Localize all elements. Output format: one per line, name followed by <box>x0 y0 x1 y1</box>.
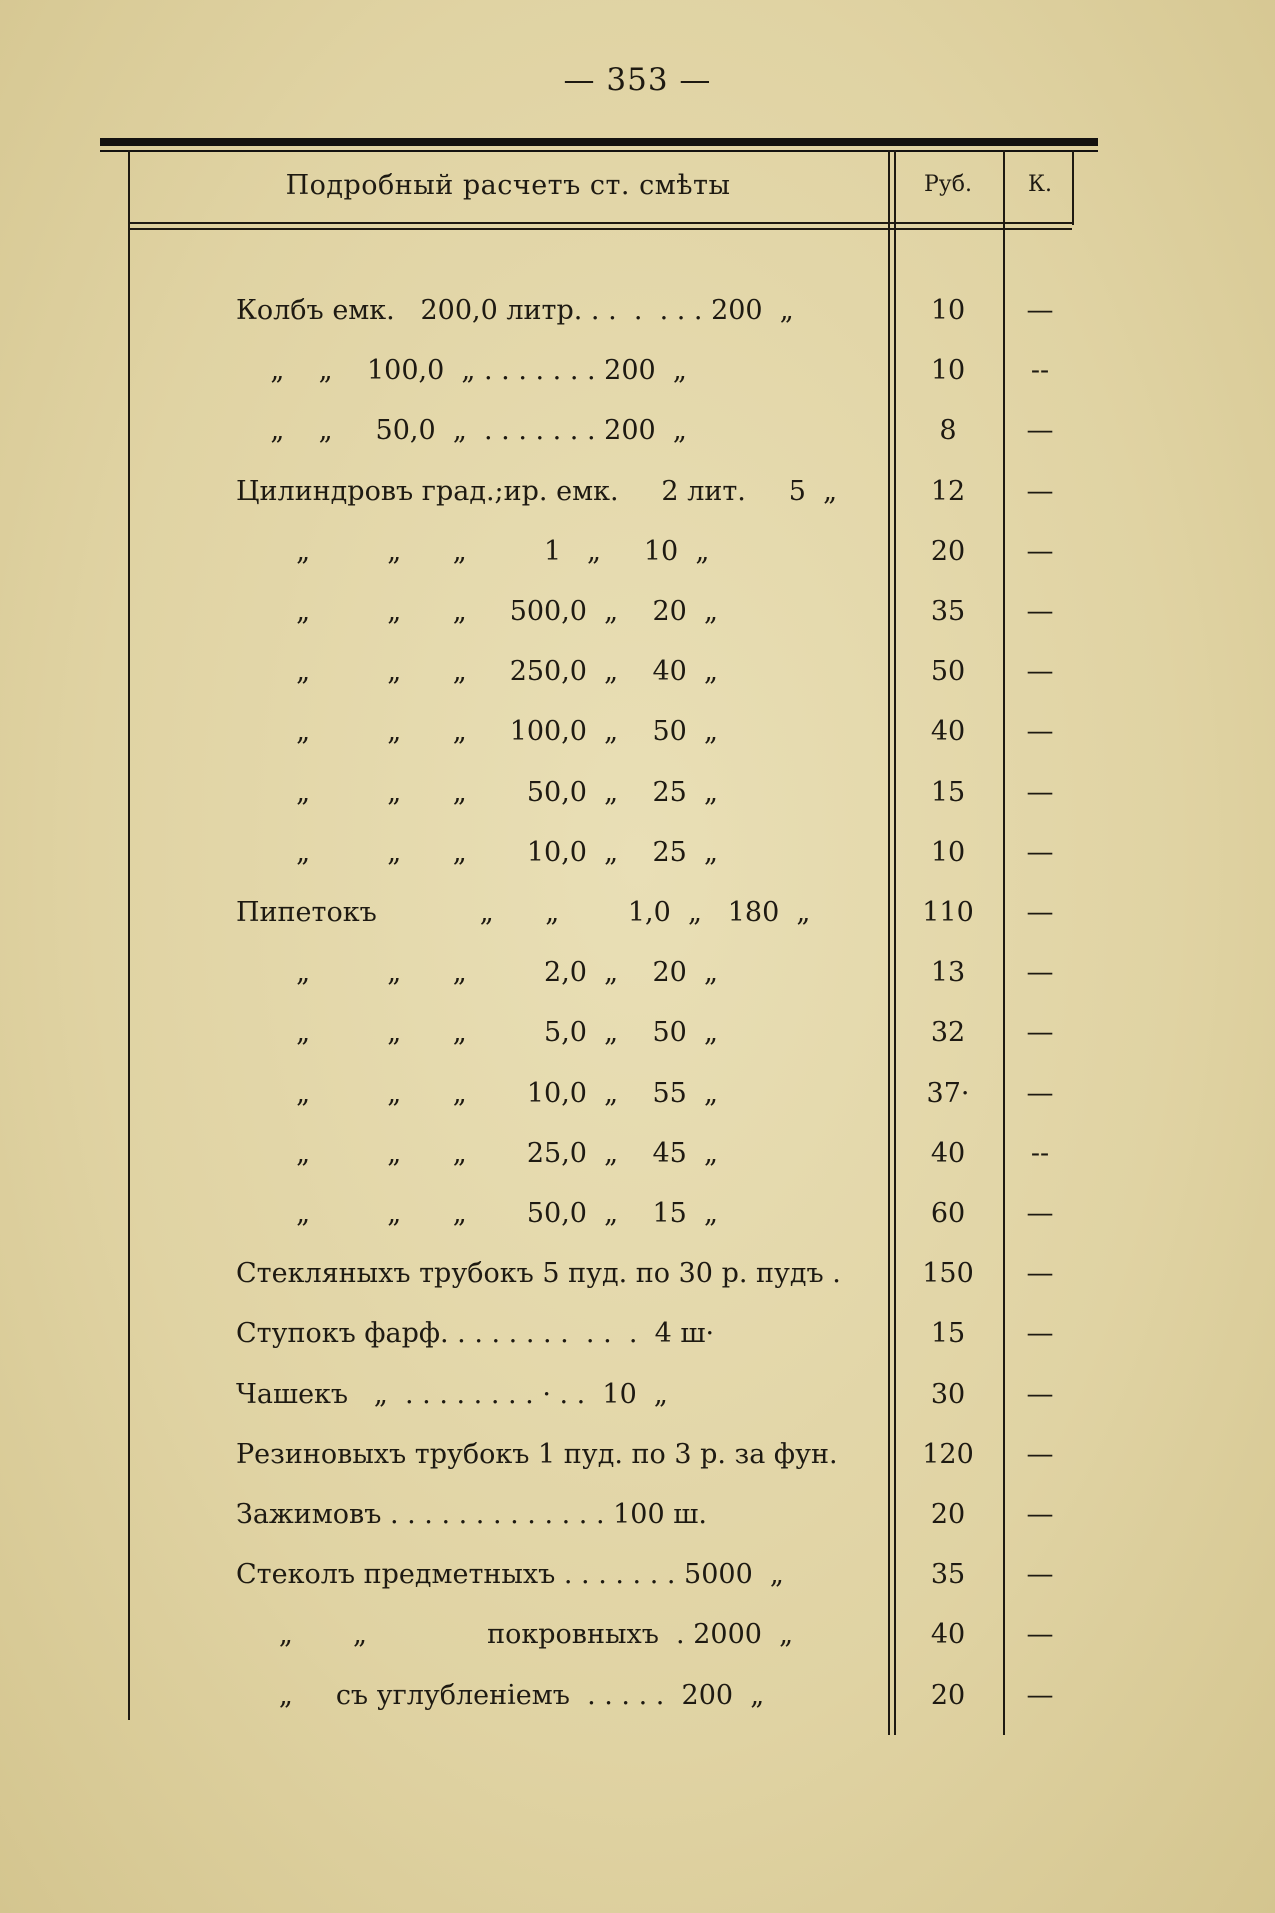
row-rub: 35 <box>930 596 966 627</box>
row-kop: — <box>1026 535 1054 567</box>
table-row <box>0 777 1275 821</box>
row-description: „ „ 50,0 „ . . . . . . . 200 „ <box>236 415 687 447</box>
row-rub: 60 <box>930 1198 966 1229</box>
row-rub: 8 <box>939 415 957 447</box>
table-row <box>0 476 1275 520</box>
table-row <box>0 1499 1275 1543</box>
row-kop: — <box>1026 1378 1054 1410</box>
row-rub: 20 <box>930 1679 966 1711</box>
row-kop: — <box>1026 1499 1054 1530</box>
header-rule-1 <box>128 222 1072 224</box>
row-rub: 20 <box>930 1499 966 1530</box>
row-kop: — <box>1026 1619 1054 1651</box>
table-row <box>0 1619 1275 1663</box>
row-rub: 12 <box>930 475 966 507</box>
header-rule-2 <box>128 228 1072 230</box>
row-rub: 40 <box>930 1137 966 1169</box>
table-row <box>0 1258 1275 1302</box>
header-rub: Руб. <box>924 172 972 197</box>
row-rub: 15 <box>930 1318 966 1350</box>
row-rub: 37· <box>926 1077 970 1109</box>
row-description: „ „ „ 10,0 „ 55 „ <box>236 1077 718 1109</box>
table-row <box>0 1318 1275 1362</box>
row-rub: 110 <box>922 897 974 928</box>
table-row <box>0 897 1275 941</box>
row-description: Зажимовъ . . . . . . . . . . . . . 100 ш. <box>236 1499 707 1530</box>
row-kop: -- <box>1030 1137 1050 1169</box>
row-kop: — <box>1026 1438 1054 1470</box>
table-row <box>0 957 1275 1001</box>
row-rub: 10 <box>930 295 966 326</box>
row-kop: — <box>1026 475 1054 507</box>
row-kop: — <box>1026 957 1054 989</box>
row-description: „ „ „ 25,0 „ 45 „ <box>236 1137 718 1169</box>
header-description: Подробный расчетъ ст. смѣты <box>285 170 731 201</box>
table-row <box>0 1078 1275 1122</box>
table-row <box>0 716 1275 760</box>
row-kop: — <box>1026 836 1054 868</box>
table-row <box>0 596 1275 640</box>
row-kop: — <box>1026 596 1054 627</box>
table-row <box>0 1379 1275 1423</box>
row-description: „ съ углубленіемъ . . . . . 200 „ <box>236 1679 765 1711</box>
row-rub: 10 <box>930 355 966 387</box>
row-description: Резиновыхъ трубокъ 1 пуд. по 3 р. за фун. <box>236 1438 838 1470</box>
row-description: Пипетокъ „ „ 1,0 „ 180 „ <box>236 897 811 928</box>
row-kop: — <box>1026 1559 1054 1591</box>
row-description: Цилиндровъ град.;ир. емк. 2 лит. 5 „ <box>236 475 838 507</box>
row-kop: — <box>1026 656 1054 688</box>
row-kop: — <box>1026 1077 1054 1109</box>
row-rub: 10 <box>930 836 966 868</box>
table-row <box>0 1680 1275 1724</box>
table-row <box>0 1439 1275 1483</box>
row-rub: 35 <box>930 1559 966 1591</box>
row-kop: — <box>1026 1017 1054 1049</box>
row-description: „ „ „ 10,0 „ 25 „ <box>236 836 718 868</box>
row-rub: 40 <box>930 1619 966 1651</box>
row-description: „ „ покровныхъ . 2000 „ <box>236 1619 794 1651</box>
row-description: Колбъ емк. 200,0 литр. . . . . . . 200 „ <box>236 295 794 326</box>
row-description: „ „ „ 2,0 „ 20 „ <box>236 957 718 989</box>
row-kop: — <box>1026 1318 1054 1350</box>
row-kop: -- <box>1030 355 1050 387</box>
row-rub: 30 <box>930 1378 966 1410</box>
row-kop: — <box>1026 1258 1054 1290</box>
row-rub: 20 <box>930 535 966 567</box>
row-rub: 50 <box>930 656 966 688</box>
page-number: — 353 — <box>563 62 712 98</box>
row-description: „ „ „ 500,0 „ 20 „ <box>236 596 718 627</box>
table-row <box>0 1017 1275 1061</box>
row-kop: — <box>1026 716 1054 748</box>
row-description: Стеколъ предметныхъ . . . . . . . 5000 „ <box>236 1559 784 1591</box>
top-rule <box>100 138 1098 146</box>
row-description: Ступокъ фарф. . . . . . . . . . . 4 ш· <box>236 1318 715 1350</box>
row-kop: — <box>1026 295 1054 326</box>
table-row <box>0 1138 1275 1182</box>
row-description: „ „ „ 250,0 „ 40 „ <box>236 656 718 688</box>
row-kop: — <box>1026 415 1054 447</box>
row-description: „ „ „ 50,0 „ 25 „ <box>236 776 718 808</box>
header-kop: К. <box>1027 172 1053 197</box>
table-row <box>0 1198 1275 1242</box>
row-kop: — <box>1026 1198 1054 1229</box>
row-description: Чашекъ „ . . . . . . . . · . . 10 „ <box>236 1378 668 1410</box>
row-kop: — <box>1026 1679 1054 1711</box>
row-description: „ „ „ 50,0 „ 15 „ <box>236 1198 718 1229</box>
row-rub: 32 <box>930 1017 966 1049</box>
row-description: Стекляныхъ трубокъ 5 пуд. по 30 р. пудъ . <box>236 1258 841 1290</box>
table-row <box>0 295 1275 339</box>
table-row <box>0 536 1275 580</box>
row-rub: 150 <box>922 1258 974 1290</box>
row-rub: 15 <box>930 776 966 808</box>
row-description: „ „ „ 1 „ 10 „ <box>236 535 710 567</box>
table-row <box>0 355 1275 399</box>
row-kop: — <box>1026 776 1054 808</box>
table-row <box>0 837 1275 881</box>
table-row <box>0 1559 1275 1603</box>
row-description: „ „ 100,0 „ . . . . . . . 200 „ <box>236 355 687 387</box>
row-rub: 40 <box>930 716 966 748</box>
table-row <box>0 415 1275 459</box>
row-rub: 120 <box>922 1438 974 1470</box>
table-row <box>0 656 1275 700</box>
row-kop: — <box>1026 897 1054 928</box>
row-description: „ „ „ 100,0 „ 50 „ <box>236 716 718 748</box>
row-rub: 13 <box>930 957 966 989</box>
row-description: „ „ „ 5,0 „ 50 „ <box>236 1017 718 1049</box>
